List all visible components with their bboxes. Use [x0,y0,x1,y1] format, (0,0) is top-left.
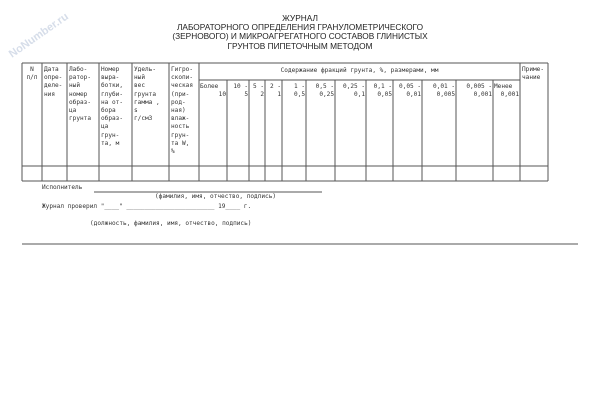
column-header-specific-weight-line: гамма , [134,98,160,106]
fraction-header-0-bottom [200,91,226,99]
fraction-header-2-top-line: 5 - [252,83,264,90]
column-header-date-line: опре- [44,74,63,82]
column-header-specific-weight-line: ный [134,74,146,82]
fraction-header-7-top [367,83,392,91]
column-header-mine-depth-line: та, м [101,139,120,147]
fraction-header-4-top [283,83,305,91]
column-header-lab-number-line: образ- [69,98,92,106]
column-header-lab-number-line: Лабо- [69,66,88,73]
column-header-specific-weight-line: вес [134,82,146,90]
fraction-header-9-bottom-line: 0,005 [436,91,455,98]
fraction-header-2-top [250,83,264,91]
column-header-hygroscopic-moisture-line: грун- [171,131,190,139]
fraction-header-6-bottom [336,91,365,99]
fraction-header-10-bottom [457,91,492,99]
fraction-header-2-bottom [250,91,264,99]
fraction-header-4-top-line: 1 - [293,83,305,90]
column-header-specific-weight-line: s [134,107,138,115]
column-header-note-line: чание [522,74,541,82]
fraction-header-11-bottom [494,91,519,99]
fraction-header-9-bottom [423,91,455,99]
fraction-header-5-top-line: 0,5 - [315,83,334,90]
fraction-header-5-bottom [307,91,334,99]
column-header-hygroscopic-moisture [171,66,193,156]
fraction-header-0-top-line: Более [200,83,219,90]
fraction-header-1-bottom-line: 5 [244,91,248,98]
fraction-header-5-top [307,83,334,91]
fraction-header-11-top-line: Менее [494,83,513,90]
fraction-header-1-top-line: 10 - [233,83,248,90]
executor-label: Исполнитель [42,184,83,191]
checked-hint: (должность, фамилия, имя, отчество, подпись) [90,220,252,227]
column-header-hygroscopic-moisture-line: влаж- [171,115,190,123]
column-header-mine-depth-line: глуби- [101,90,124,98]
column-header-specific-weight [134,66,160,123]
column-header-mine-depth-line: бора [101,107,116,115]
fraction-header-10-top [457,83,492,91]
column-header-hygroscopic-moisture-line: та W, [171,139,190,147]
column-header-hygroscopic-moisture-line: ческая [171,82,194,90]
watermark-text: NoNumber.ru [6,10,71,61]
column-header-specific-weight-line: г/см3 [134,115,153,123]
column-header-number-line: п/п [26,74,38,82]
column-header-mine-depth-line: ботки, [101,82,124,90]
fraction-header-3-top [266,83,281,91]
column-header-specific-weight-line: грунта [134,90,157,98]
fraction-header-6-bottom-line: 0,1 [353,91,365,98]
column-header-mine-depth-line: образ- [101,115,124,123]
column-header-mine-depth [101,66,123,148]
column-header-hygroscopic-moisture-line: Гигро- [171,66,194,73]
column-header-mine-depth-line: грун- [101,131,120,139]
column-header-date-line: деле- [44,82,63,90]
column-header-lab-number-line: номер [69,90,88,98]
column-header-mine-depth-line: на от- [101,98,124,106]
fraction-header-11-top [494,83,519,91]
column-header-number-line: N [30,66,34,73]
fraction-header-8-top-line: 0,05 - [398,83,421,90]
fraction-header-3-bottom [266,91,281,99]
fraction-header-2-bottom-line: 2 [260,91,264,98]
column-header-lab-number-line: ный [69,82,81,90]
fraction-header-0-top [200,83,226,91]
fraction-header-9-top [423,83,455,91]
fraction-header-3-top-line: 2 - [269,83,281,90]
column-header-date [44,66,62,99]
fraction-header-9-top-line: 0,01 - [432,83,455,90]
column-header-mine-depth-line: ца [101,123,109,131]
column-header-number [24,66,40,82]
fraction-header-10-top-line: 0,005 - [466,83,492,90]
fraction-header-4-bottom-line: 0,5 [293,91,305,98]
column-header-fractions: Содержание фракций грунта, %, размерами, мм [280,67,439,74]
fraction-header-6-top [336,83,365,91]
column-header-hygroscopic-moisture-line: ность [171,123,190,131]
column-header-lab-number [69,66,91,123]
fraction-header-7-top-line: 0,1 - [373,83,392,90]
column-header-hygroscopic-moisture-line: род- [171,98,186,106]
title-line-2: ЛАБОРАТОРНОГО ОПРЕДЕЛЕНИЯ ГРАНУЛОМЕТРИЧЕСКОГО [176,22,424,33]
column-header-lab-number-line: ца [69,107,77,115]
title-line-3: (ЗЕРНОВОГО) И МИКРОАГРЕГАТНОГО СОСТАВОВ ГЛИНИСТЫХ [172,31,428,42]
column-header-hygroscopic-moisture-line: ная) [171,107,186,115]
fraction-header-6-top-line: 0,25 - [342,83,365,90]
column-header-date-line: Дата [44,66,59,73]
fraction-header-1-bottom [228,91,248,99]
fraction-header-3-bottom-line: 1 [277,91,281,98]
title-line-4: ГРУНТОВ ПИПЕТОЧНЫМ МЕТОДОМ [227,40,373,51]
fraction-header-7-bottom-line: 0,05 [377,91,392,98]
fraction-header-1-top [228,83,248,91]
column-header-note [522,66,544,82]
fraction-header-11-bottom-line: 0,001 [500,91,519,98]
column-header-hygroscopic-moisture-line: скопи- [171,74,194,82]
fraction-header-0-bottom-line: 10 [218,91,226,98]
column-header-hygroscopic-moisture-line: (при- [171,90,190,98]
column-header-hygroscopic-moisture-line: % [171,148,175,156]
fraction-header-10-bottom-line: 0,001 [473,91,492,98]
fraction-header-8-top [394,83,421,91]
column-header-specific-weight-line: Удель- [134,66,157,73]
executor-hint: (фамилия, имя, отчество, подпись) [155,193,277,200]
column-header-lab-number-line: грунта [69,115,92,123]
fraction-header-7-bottom [367,91,392,99]
column-header-note-line: Приме- [522,66,545,73]
fraction-header-5-bottom-line: 0,25 [319,91,334,98]
checked-label: Журнал проверил "____" ________________________ 19____ г. [42,203,252,210]
title-line-1: ЖУРНАЛ [282,13,318,23]
column-header-date-line: ния [44,90,56,98]
column-header-lab-number-line: ратор- [69,74,92,82]
fraction-header-4-bottom [283,91,305,99]
fraction-header-8-bottom-line: 0,01 [406,91,421,98]
fraction-header-8-bottom [394,91,421,99]
column-header-mine-depth-line: Номер [101,66,120,73]
column-header-mine-depth-line: выра- [101,74,120,82]
